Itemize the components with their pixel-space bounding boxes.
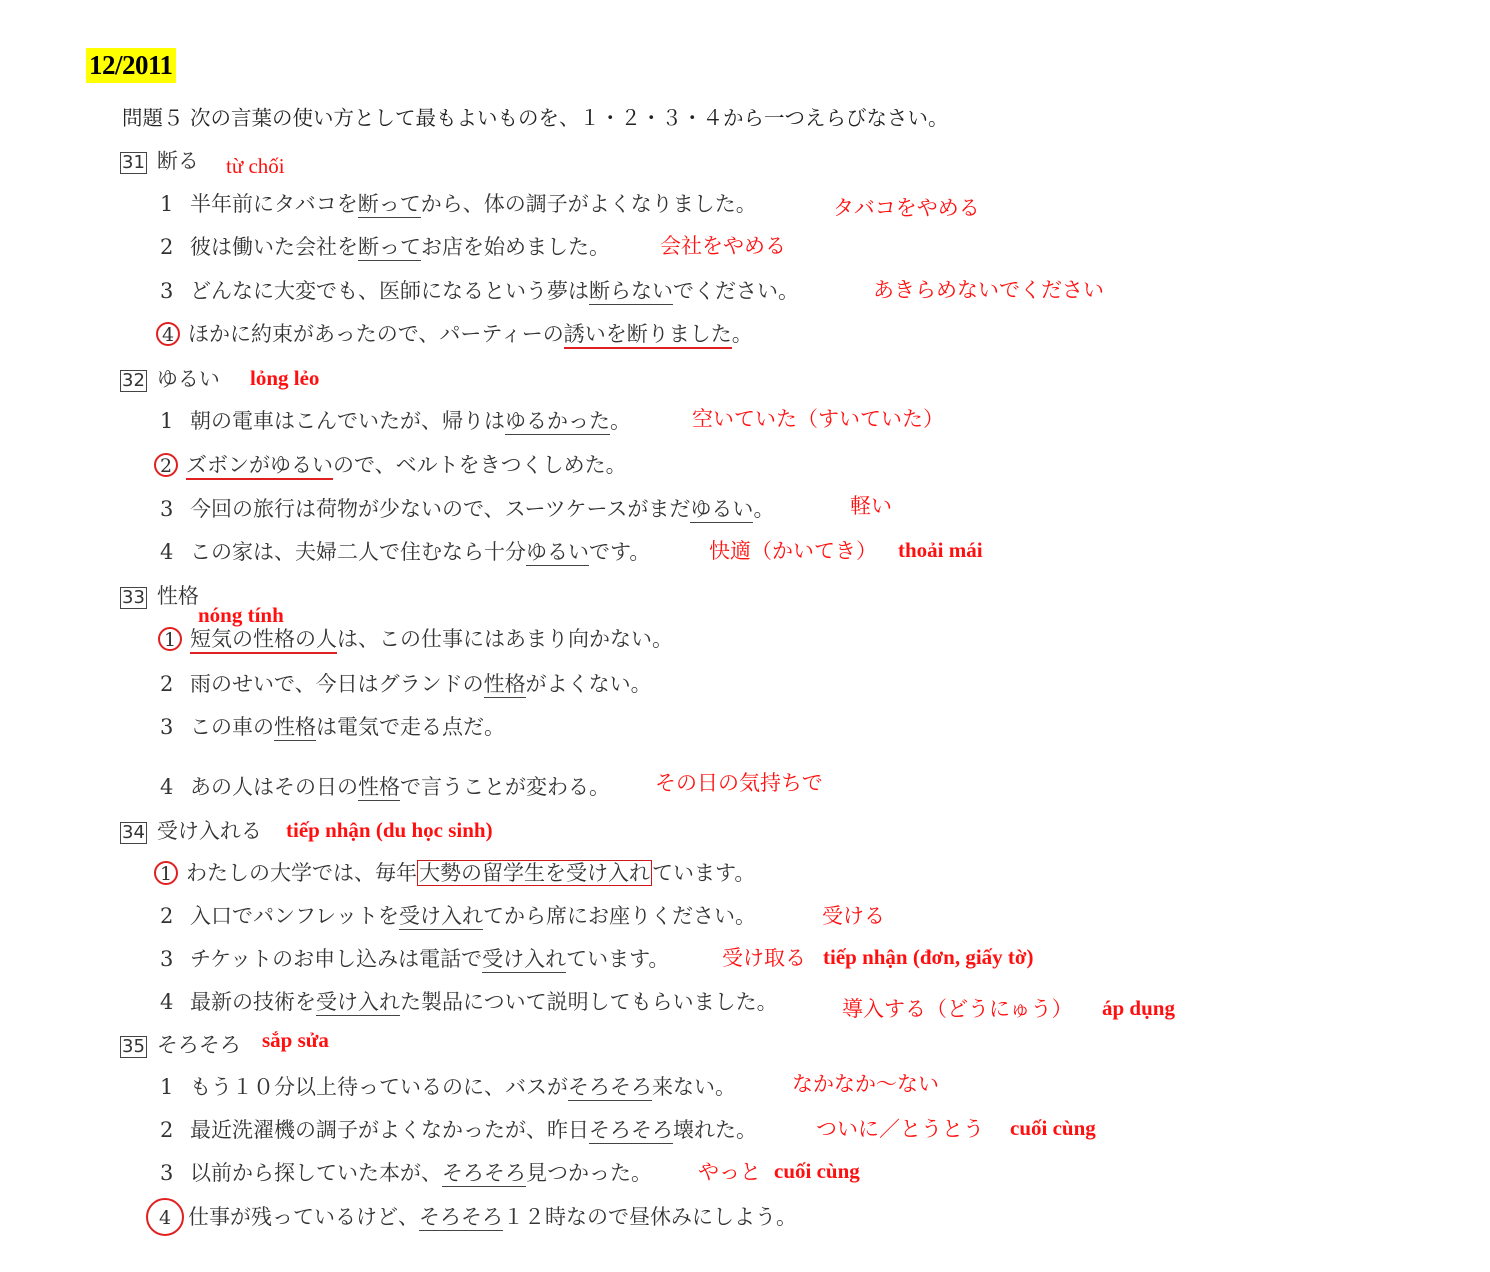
option-text: 入口でパンフレットを	[190, 904, 399, 928]
option-text: 以前から探していた本が、	[190, 1161, 442, 1185]
option-32-1	[160, 405, 631, 435]
option-31-4	[156, 318, 753, 348]
option-text: ので、ベルトをきつくしめた。	[333, 453, 627, 477]
option-text: で言うことが変わる。	[400, 775, 610, 799]
option-text: 壊れた。	[673, 1118, 757, 1142]
underlined-word: ゆるい	[526, 540, 589, 564]
question-word: 断る	[156, 149, 199, 173]
option-31-3	[160, 275, 799, 305]
option-text: 雨のせいで、今日はグランドの	[190, 672, 484, 696]
question-word: 性格	[156, 584, 199, 608]
underlined-word: 受け入れ	[316, 990, 400, 1014]
option-32-3	[160, 493, 774, 523]
option-text: この車の	[190, 715, 274, 739]
option-35-1	[160, 1071, 736, 1101]
note: 軽い	[850, 494, 892, 518]
question-34-note: tiếp nhận (du học sinh)	[286, 818, 493, 842]
question-number: 33	[122, 586, 145, 608]
underlined-word: 受け入れ	[398, 904, 483, 928]
option-text: です。	[589, 540, 651, 564]
note: 会社をやめる	[660, 234, 786, 258]
underlined-word: ゆるい	[690, 497, 754, 521]
option-34-2	[160, 900, 756, 930]
underlined-word: そろそろ	[589, 1118, 673, 1142]
note: áp dụng	[1102, 996, 1175, 1020]
note: ついに／とうとう	[816, 1117, 984, 1141]
option-text: がよくない。	[525, 672, 652, 696]
question-33-header	[120, 580, 199, 610]
option-33-2	[160, 668, 652, 698]
option-34-4	[160, 986, 778, 1016]
note: thoải mái	[898, 538, 983, 562]
underlined-word: 誘いを断りました	[564, 322, 732, 349]
option-text: ほかに約束があったので、パーティーの	[188, 322, 564, 346]
question-number: 31	[122, 151, 145, 173]
option-text: 。	[610, 409, 631, 433]
question-31-note: từ chối	[226, 154, 285, 178]
option-text: 。	[753, 497, 775, 521]
option-number: 2	[160, 672, 174, 696]
option-number: 1	[160, 192, 174, 216]
note: その日の気持ちで	[655, 771, 823, 795]
question-number: 35	[122, 1035, 145, 1057]
underlined-word: 断って	[358, 235, 421, 259]
question-32-note: lỏng lẻo	[250, 366, 320, 390]
option-33-1	[158, 623, 673, 653]
answer-circle: 4	[146, 1198, 184, 1236]
note: あきらめないでください	[873, 278, 1104, 302]
option-33-4	[160, 771, 610, 801]
option-number: 2	[160, 1118, 174, 1142]
note: cuối cùng	[1010, 1116, 1096, 1140]
note: 空いていた（すいていた）	[692, 407, 944, 431]
option-35-4	[146, 1198, 797, 1236]
option-text: は電気で走る点だ。	[316, 715, 505, 739]
option-number: 3	[160, 1161, 174, 1185]
question-35-note: sắp sửa	[262, 1028, 329, 1052]
option-number: 4	[160, 990, 174, 1014]
answer-circle: 1	[158, 627, 182, 651]
option-32-2	[154, 449, 627, 479]
question-31-header	[120, 145, 199, 175]
answer-circle: 1	[154, 861, 178, 885]
option-34-3	[160, 943, 669, 973]
underlined-word: 短気の性格の人	[190, 627, 337, 654]
option-text: ています。	[652, 861, 756, 885]
option-34-1	[154, 857, 755, 887]
option-text: てから席にお座りください。	[482, 904, 756, 928]
option-32-4	[160, 536, 650, 566]
option-number: 3	[160, 497, 174, 521]
instruction: 問題５ 次の言葉の使い方として最もよいものを、１・２・３・４から一つえらびなさい。	[122, 106, 949, 130]
question-33-note: nóng tính	[198, 603, 284, 627]
option-number: 3	[160, 947, 174, 971]
underlined-word: そろそろ	[568, 1075, 652, 1099]
underlined-word: 受け入れ	[482, 947, 567, 971]
option-33-3	[160, 711, 505, 741]
note: なかなか〜ない	[792, 1072, 939, 1096]
question-word: ゆるい	[156, 367, 220, 391]
underlined-word: 性格	[483, 672, 526, 696]
option-text: 。	[731, 322, 753, 346]
option-number: 1	[160, 409, 174, 433]
option-number: 3	[160, 279, 174, 303]
question-34-header	[120, 815, 262, 845]
underlined-word: ズボンがゆるい	[186, 453, 333, 480]
option-text: でください。	[673, 279, 799, 303]
question-32-header	[120, 363, 220, 393]
note: 導入する（どうにゅう）	[842, 997, 1073, 1021]
option-31-2	[160, 231, 610, 261]
option-text: どんなに大変でも、医師になるという夢は	[190, 279, 589, 303]
option-text: から、体の調子がよくなりました。	[420, 192, 757, 216]
note: 受け取る	[722, 946, 806, 970]
note: やっと	[698, 1160, 761, 1184]
option-text: 最近洗濯機の調子がよくなかったが、昨日	[190, 1118, 589, 1142]
option-text: た製品について説明してもらいました。	[400, 990, 778, 1014]
underlined-word: 断らない	[589, 279, 673, 303]
underlined-word: 性格	[274, 715, 316, 739]
question-number: 32	[122, 369, 145, 391]
question-number: 34	[122, 821, 145, 843]
option-text: チケットのお申し込みは電話で	[190, 947, 483, 971]
underlined-word: ゆるかった	[505, 409, 610, 433]
note: 快適（かいてき）	[709, 539, 877, 563]
option-31-1	[160, 188, 757, 218]
question-35-header	[120, 1029, 241, 1059]
option-text: は、この仕事にはあまり向かない。	[337, 627, 673, 651]
option-35-2	[160, 1114, 757, 1144]
option-text: わたしの大学では、毎年	[186, 861, 417, 885]
underlined-word: そろそろ	[442, 1161, 526, 1185]
question-word: 受け入れる	[156, 819, 262, 843]
option-text: 見つかった。	[526, 1161, 652, 1185]
note: 受ける	[822, 904, 885, 928]
option-number: 4	[160, 540, 174, 564]
note: tiếp nhận (đơn, giấy tờ)	[823, 945, 1034, 969]
note: cuối cùng	[774, 1159, 860, 1183]
answer-circle: 4	[156, 322, 180, 346]
option-text: この家は、夫婦二人で住むなら十分	[190, 540, 526, 564]
option-number: 1	[160, 1075, 174, 1099]
date-highlight: 12/2011	[86, 48, 176, 83]
underlined-word: 性格	[358, 775, 400, 799]
option-text: 朝の電車はこんでいたが、帰りは	[190, 409, 505, 433]
option-text: 彼は働いた会社を	[190, 235, 358, 259]
option-text: 仕事が残っているけど、	[188, 1205, 419, 1229]
option-text: １２時なので昼休みにしよう。	[503, 1205, 797, 1229]
underlined-word: 断って	[357, 192, 421, 216]
note: タバコをやめる	[833, 196, 980, 220]
answer-circle: 2	[154, 453, 178, 477]
option-text: 半年前にタバコを	[190, 192, 358, 216]
boxed-word: 大勢の留学生を受け入れ	[419, 861, 650, 885]
underlined-word: そろそろ	[419, 1205, 503, 1229]
option-number: 2	[160, 235, 174, 259]
option-text: 最新の技術を	[190, 990, 316, 1014]
option-text: もう１０分以上待っているのに、バスが	[190, 1075, 568, 1099]
option-text: 来ない。	[652, 1075, 736, 1099]
option-number: 3	[160, 715, 174, 739]
option-35-3	[160, 1157, 652, 1187]
option-text: お店を始めました。	[421, 235, 610, 259]
option-text: ています。	[566, 947, 670, 971]
option-number: 4	[160, 775, 174, 799]
option-text: 今回の旅行は荷物が少ないので、スーツケースがまだ	[190, 497, 691, 521]
question-word: そろそろ	[156, 1033, 241, 1057]
option-number: 2	[160, 904, 174, 928]
option-text: あの人はその日の	[190, 775, 358, 799]
